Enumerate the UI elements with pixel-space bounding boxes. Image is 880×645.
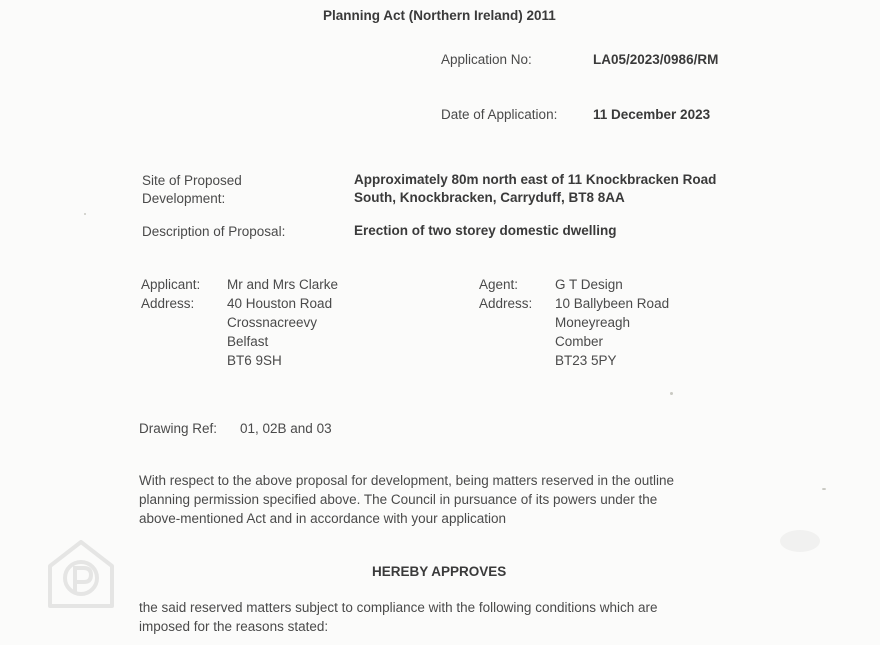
site-value bbox=[354, 171, 716, 207]
agent-name: G T Design bbox=[555, 277, 623, 292]
agent-details bbox=[555, 275, 669, 370]
agent-label: Agent: bbox=[479, 277, 519, 292]
application-number-label: Application No: bbox=[441, 52, 532, 67]
application-number-value: LA05/2023/0986/RM bbox=[593, 52, 719, 67]
description-label: Description of Proposal: bbox=[142, 224, 286, 239]
applicant-address-line: BT6 9SH bbox=[227, 353, 282, 368]
paragraph-2-line: the said reserved matters subject to compliance with the following conditions which are bbox=[139, 600, 658, 615]
applicant-name: Mr and Mrs Clarke bbox=[227, 277, 339, 292]
agent-address-line: Comber bbox=[555, 334, 604, 349]
drawing-ref-value: 01, 02B and 03 bbox=[240, 421, 332, 436]
applicant-address-line: Crossnacreevy bbox=[227, 315, 318, 330]
paragraph-1-line: With respect to the above proposal for development, being matters reserved in the outline bbox=[139, 473, 675, 488]
agent-address-line: 10 Ballybeen Road bbox=[555, 296, 670, 311]
scan-smudge bbox=[780, 530, 820, 552]
applicant-details bbox=[227, 275, 338, 370]
site-value-line2: South, Knockbracken, Carryduff, BT8 8AA bbox=[354, 190, 625, 205]
body-paragraph-2 bbox=[139, 598, 779, 636]
act-title: Planning Act (Northern Ireland) 2011 bbox=[323, 8, 556, 23]
site-label-line1: Site of Proposed bbox=[142, 173, 242, 188]
agent-address-label: Address: bbox=[479, 296, 533, 311]
applicant-address-line: 40 Houston Road bbox=[227, 296, 333, 311]
applicant-address-label: Address: bbox=[141, 296, 195, 311]
scan-speck bbox=[84, 213, 86, 215]
site-label bbox=[142, 172, 242, 208]
drawing-ref-label: Drawing Ref: bbox=[139, 421, 218, 436]
application-date-value: 11 December 2023 bbox=[593, 107, 711, 122]
approves-heading: HEREBY APPROVES bbox=[372, 564, 507, 579]
applicant-labels bbox=[141, 275, 200, 313]
paragraph-2-line: imposed for the reasons stated: bbox=[139, 619, 329, 634]
agent-address-line: BT23 5PY bbox=[555, 353, 617, 368]
watermark-logo-icon bbox=[44, 536, 118, 610]
scan-speck bbox=[822, 488, 826, 490]
paragraph-1-line: above-mentioned Act and in accordance with your application bbox=[139, 511, 506, 526]
paragraph-1-line: planning permission specified above. The Council in pursuance of its powers under the bbox=[139, 492, 658, 507]
description-value: Erection of two storey domestic dwelling bbox=[354, 223, 617, 238]
agent-address-line: Moneyreagh bbox=[555, 315, 631, 330]
scan-speck bbox=[670, 392, 673, 395]
site-value-line1: Approximately 80m north east of 11 Knockbracken Road bbox=[354, 172, 717, 187]
site-label-line2: Development: bbox=[142, 191, 226, 206]
applicant-label: Applicant: bbox=[141, 277, 201, 292]
application-date-label: Date of Application: bbox=[441, 107, 558, 122]
applicant-address-line: Belfast bbox=[227, 334, 269, 349]
agent-labels bbox=[479, 275, 532, 313]
body-paragraph-1 bbox=[139, 471, 779, 528]
